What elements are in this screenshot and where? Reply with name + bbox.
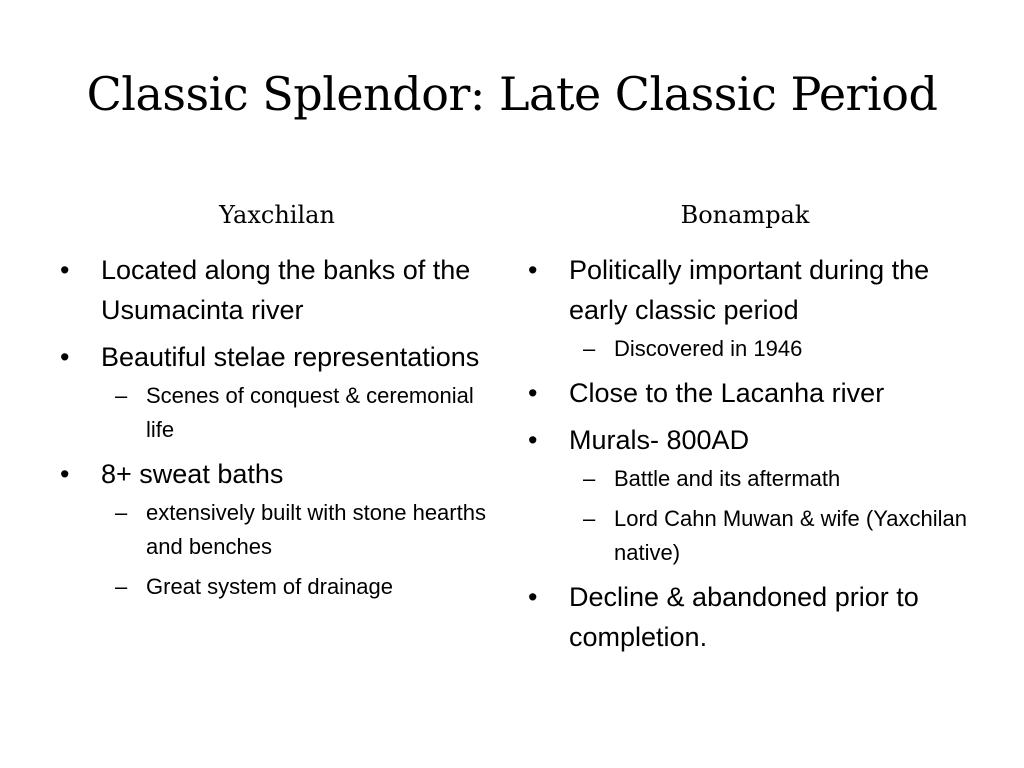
sub-bullet-list bbox=[101, 496, 500, 604]
dash-icon: – bbox=[115, 500, 128, 525]
bullet-item bbox=[60, 250, 500, 330]
bullet-item bbox=[60, 337, 500, 447]
sub-bullet-list bbox=[569, 332, 968, 366]
bullet-icon: • bbox=[60, 342, 70, 372]
sub-bullet-item bbox=[569, 332, 968, 366]
bullet-item bbox=[528, 420, 968, 570]
right-bullet-list bbox=[528, 250, 968, 657]
bullet-text: Murals- 800AD bbox=[569, 425, 750, 455]
bullet-icon: • bbox=[60, 459, 70, 489]
left-column-heading: Yaxchilan bbox=[219, 201, 335, 229]
sub-bullet-text: Great system of drainage bbox=[146, 574, 394, 599]
bullet-text: Close to the Lacanha river bbox=[569, 378, 885, 408]
bullet-icon: • bbox=[528, 425, 538, 455]
dash-icon: – bbox=[583, 506, 596, 531]
sub-bullet-list bbox=[101, 379, 500, 447]
bullet-text: Beautiful stelae representations bbox=[101, 342, 480, 372]
bullet-item bbox=[528, 577, 968, 657]
bullet-item bbox=[528, 373, 968, 413]
bullet-icon: • bbox=[60, 255, 70, 285]
bullet-text: Located along the banks of the Usumacinta river bbox=[101, 255, 471, 325]
sub-bullet-text: Lord Cahn Muwan & wife (Yaxchilan native) bbox=[614, 506, 967, 565]
sub-bullet-list bbox=[569, 462, 968, 570]
sub-bullet-item bbox=[101, 570, 500, 604]
dash-icon: – bbox=[115, 383, 128, 408]
bullet-icon: • bbox=[528, 378, 538, 408]
sub-bullet-text: Battle and its aftermath bbox=[614, 466, 841, 491]
right-column-body bbox=[528, 250, 968, 664]
bullet-text: 8+ sweat baths bbox=[101, 459, 284, 489]
bullet-item bbox=[528, 250, 968, 366]
sub-bullet-text: extensively built with stone hearths and benches bbox=[146, 500, 486, 559]
sub-bullet-item bbox=[101, 379, 500, 447]
dash-icon: – bbox=[115, 574, 128, 599]
sub-bullet-item bbox=[569, 502, 968, 570]
slide-title: Classic Splendor: Late Classic Period bbox=[86, 67, 938, 121]
bullet-icon: • bbox=[528, 255, 538, 285]
sub-bullet-item bbox=[569, 462, 968, 496]
right-column-heading: Bonampak bbox=[680, 201, 810, 229]
left-bullet-list bbox=[60, 250, 500, 604]
bullet-text: Politically important during the early classic period bbox=[569, 255, 930, 325]
left-column-body bbox=[60, 250, 500, 611]
bullet-item bbox=[60, 454, 500, 604]
bullet-icon: • bbox=[528, 582, 538, 612]
dash-icon: – bbox=[583, 466, 596, 491]
bullet-text: Decline & abandoned prior to completion. bbox=[569, 582, 919, 652]
dash-icon: – bbox=[583, 336, 596, 361]
sub-bullet-text: Scenes of conquest & ceremonial life bbox=[146, 383, 474, 442]
sub-bullet-item bbox=[101, 496, 500, 564]
sub-bullet-text: Discovered in 1946 bbox=[614, 336, 803, 361]
